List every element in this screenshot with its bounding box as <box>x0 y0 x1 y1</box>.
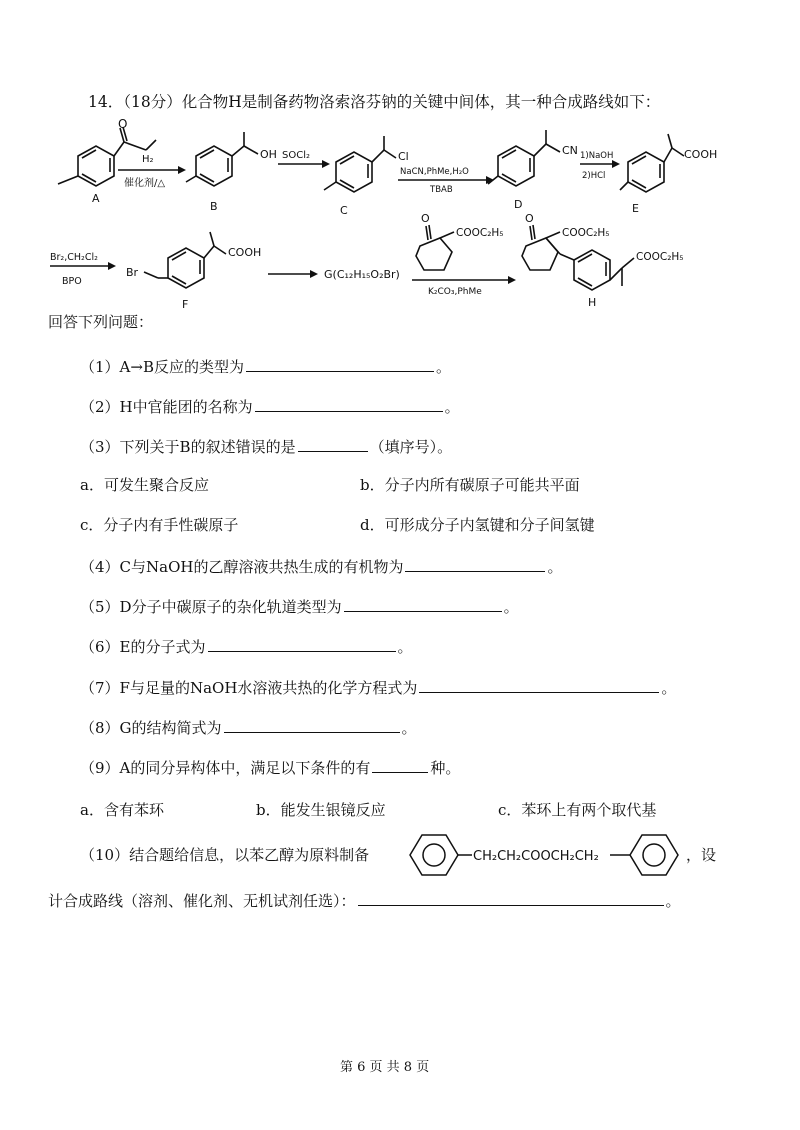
benzene-ring-right <box>630 835 678 875</box>
question-6-end: 。 <box>397 638 413 656</box>
q9-option-c: c．苯环上有两个取代基 <box>498 801 657 819</box>
answer-blank-2[interactable] <box>255 397 443 412</box>
label-f: F <box>182 298 189 311</box>
reagent-nacn: NaCN,PhMe,H₂O <box>400 167 469 177</box>
answer-blank-9[interactable] <box>372 758 428 773</box>
group-cn: CN <box>562 144 578 157</box>
group-cooet-h2: COOC₂H₅ <box>636 251 684 263</box>
question-9 <box>80 758 460 778</box>
question-7-end: 。 <box>661 679 677 697</box>
group-o-reagent: O <box>421 212 430 225</box>
compound-h <box>522 212 684 309</box>
q3-option-b: b．分子内所有碳原子可能共平面 <box>360 476 580 494</box>
q3-option-a: a．可发生聚合反应 <box>80 476 209 494</box>
question-3-text: （3）下列关于B的叙述错误的是 <box>80 438 296 456</box>
compound-d <box>488 130 578 211</box>
answer-blank-1[interactable] <box>246 357 434 372</box>
question-2-end: 。 <box>444 398 460 416</box>
reagent-bpo: BPO <box>62 276 82 287</box>
question-6 <box>80 637 413 657</box>
q9-option-b: b．能发生银镜反应 <box>256 801 386 819</box>
answer-blank-7[interactable] <box>419 678 659 693</box>
group-cooh-e: COOH <box>684 148 718 161</box>
question-1-text: （1）A→B反应的类型为 <box>80 358 244 376</box>
question-10b-text: 计合成路线（溶剂、催化剂、无机试剂任选）： <box>48 892 356 910</box>
arrow-a-b <box>118 154 186 189</box>
reagent-br2: Br₂,CH₂Cl₂ <box>50 252 98 263</box>
question-8-end: 。 <box>401 719 417 737</box>
question-2 <box>80 397 460 417</box>
compound-e <box>620 134 717 215</box>
question-10-line1 <box>80 845 369 865</box>
compound-b <box>186 132 277 213</box>
q10-chain: CH₂CH₂COOCH₂CH₂ <box>473 849 599 864</box>
question-10-text: （10）结合题给信息，以苯乙醇为原料制备 <box>80 846 370 864</box>
q3-option-c: c．分子内有手性碳原子 <box>80 516 239 534</box>
question-intro: 14．（18分）化合物H是制备药物洛索洛芬钠的关键中间体，其一种合成路线如下： <box>88 93 661 111</box>
label-h: H <box>588 296 597 309</box>
arrow-d-e <box>580 151 620 181</box>
question-9-end: 种。 <box>430 759 461 777</box>
benzene-ring-left <box>410 835 458 875</box>
question-4-text: （4）C与NaOH的乙醇溶液共热生成的有机物为 <box>80 558 404 576</box>
answer-blank-4[interactable] <box>405 557 545 572</box>
reagent-tbab: TBAB <box>430 185 453 195</box>
answer-blank-5[interactable] <box>344 597 502 612</box>
question-7 <box>80 678 676 698</box>
reagent-k2co3: K₂CO₃,PhMe <box>428 287 482 297</box>
question-2-text: （2）H中官能团的名称为 <box>80 398 253 416</box>
group-br: Br <box>126 266 139 279</box>
label-b: B <box>210 200 218 213</box>
arrow-f-g <box>268 270 318 278</box>
question-3-end: （填序号）。 <box>369 438 453 456</box>
q3-option-d: d．可形成分子内氢键和分子间氢键 <box>360 516 595 534</box>
question-10-line2 <box>48 891 681 911</box>
group-cl: Cl <box>398 150 409 163</box>
reagent-hcl: 2)HCl <box>582 171 606 181</box>
question-10-line1-end: ，设 <box>686 846 717 864</box>
reagent-catalyst: 催化剂/△ <box>124 178 166 189</box>
group-cooet-reagent: COOC₂H₅ <box>456 227 504 239</box>
label-a: A <box>92 192 100 205</box>
group-cooh-f: COOH <box>228 246 262 259</box>
question-1-end: 。 <box>435 358 451 376</box>
group-cooet-h1: COOC₂H₅ <box>562 227 610 239</box>
reagent-naoh: 1)NaOH <box>580 151 614 161</box>
answer-blank-6[interactable] <box>208 637 396 652</box>
reagent-socl2: SOCl₂ <box>282 150 310 161</box>
answer-blank-8[interactable] <box>224 718 400 733</box>
question-8 <box>80 718 417 738</box>
reagent-h2: H₂ <box>142 154 154 165</box>
arrow-g-h <box>412 276 516 297</box>
question-4 <box>80 557 562 577</box>
group-oh: OH <box>260 148 277 161</box>
question-5 <box>80 597 519 617</box>
question-6-text: （6）E的分子式为 <box>80 638 206 656</box>
question-10b-end: 。 <box>665 892 681 910</box>
answer-blank-10[interactable] <box>358 891 664 906</box>
question-4-end: 。 <box>547 558 563 576</box>
arrow-c-d <box>398 167 494 195</box>
svg-text:O: O <box>118 118 128 131</box>
label-e: E <box>632 202 639 215</box>
label-d: D <box>514 198 523 211</box>
question-9-text: （9）A的同分异构体中，满足以下条件的有 <box>80 759 371 777</box>
synthesis-scheme <box>0 118 800 318</box>
question-1 <box>80 357 451 377</box>
reagent-cyclopentanone-ester <box>416 212 504 270</box>
compound-f <box>126 232 261 311</box>
compound-c <box>324 136 409 217</box>
q10-target-structure <box>402 827 702 883</box>
arrow-b-c <box>278 150 330 168</box>
question-7-text: （7）F与足量的NaOH水溶液共热的化学方程式为 <box>80 679 418 697</box>
answer-blank-3[interactable] <box>298 437 368 452</box>
answer-prompt: 回答下列问题： <box>48 313 154 331</box>
arrow-e-f <box>50 252 116 287</box>
question-5-text: （5）D分子中碳原子的杂化轨道类型为 <box>80 598 342 616</box>
label-c: C <box>340 204 348 217</box>
question-8-text: （8）G的结构简式为 <box>80 719 222 737</box>
q9-option-a: a．含有苯环 <box>80 801 164 819</box>
formula-g: G(C₁₂H₁₅O₂Br) <box>324 268 400 281</box>
group-o-h: O <box>525 212 534 225</box>
question-5-end: 。 <box>503 598 519 616</box>
question-3 <box>80 437 452 457</box>
page-footer: 第 6 页 共 8 页 <box>340 1060 430 1075</box>
